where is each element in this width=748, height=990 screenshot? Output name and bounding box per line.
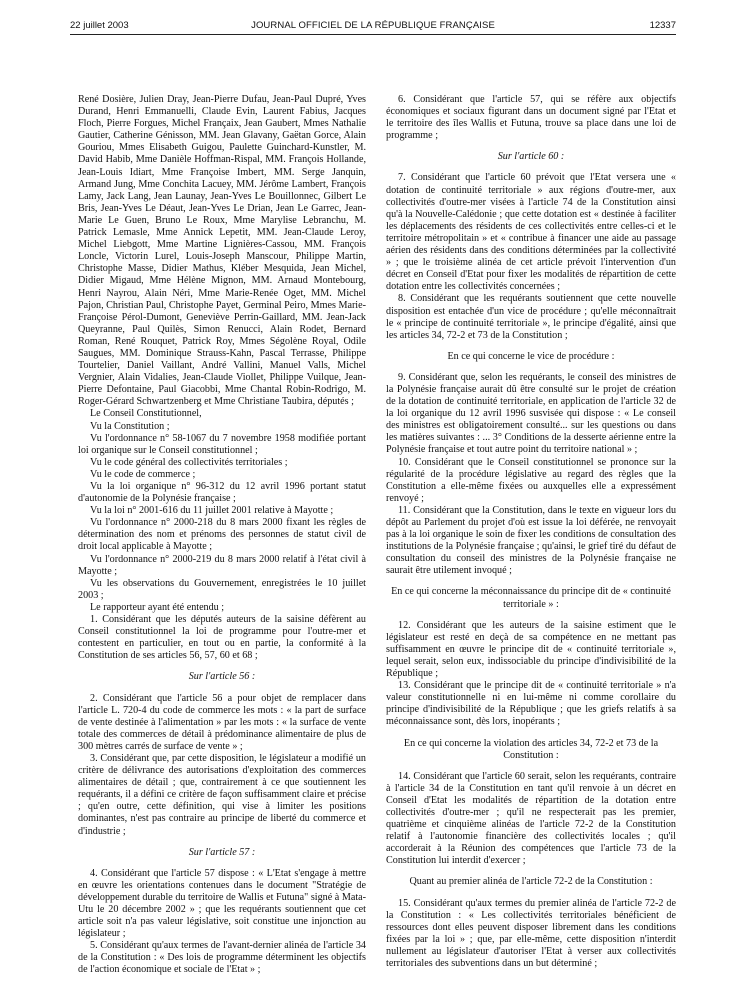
section-heading: En ce qui concerne le vice de procédure : <box>447 350 615 362</box>
paragraph: Vu la loi organique n° 96-312 du 12 avril 1996 portant statut d'autonomie de la Polynésie française ; <box>78 481 366 505</box>
article-heading: Sur l'article 57 : <box>188 846 256 858</box>
section-heading: En ce qui concerne la violation des articles 34, 72-2 et 73 de la Constitution : <box>403 737 659 761</box>
paragraph: 7. Considérant que l'article 60 prévoit que l'Etat versera une « dotation de continuité territoriale » aux régions d'outre-mer, aux collectivités d'outre-mer visées à l'article 74 de la Constitution ainsi qu'à la Nouvelle-Calédonie ; que cette dotation est « destinée à faciliter les déplacements des résidents de ces collectivités entre celles-ci et le territoire métropolitain » et « contribue à financer une aide au passage aérien des résidents dans des conditions déterminées par la collectivité » ; que le troisième alinéa de cet article prévoit l'intervention d'un décret en Conseil d'Etat pour fixer les modalités de répartition de cette dotation entre les collectivités concernées ; <box>386 172 676 293</box>
paragraph: Vu la loi n° 2001-616 du 11 juillet 2001 relative à Mayotte ; <box>90 505 334 517</box>
paragraph: 11. Considérant que la Constitution, dans le texte en vigueur lors du dépôt au Parlement du projet d'où est issue la loi déférée, ne renvoyait pas à la loi organique le soin de fixer les conditions de consultation des institutions de la Polynésie française ; qu'ainsi, le grief tiré du défaut de consultation du conseil des ministres de la Polynésie française ne saurait être utilement invoqué ; <box>386 504 676 577</box>
paragraph: 3. Considérant que, par cette disposition, le législateur a modifié un critère de délivrance des autorisations d'exploitation des commerces alimentaires de détail ; que, contrairement à ce que soutiennent les requérants, il a défini ce critère de façon suffisamment claire et précise ; qu'en outre, cette définition, qui vise à limiter les positions dominantes, n'est pas contraire au principe de liberté du commerce et d'industrie ; <box>78 752 366 837</box>
right-column <box>386 94 676 970</box>
page-number: 12337 <box>649 20 676 31</box>
paragraph: 5. Considérant qu'aux termes de l'avant-dernier alinéa de l'article 34 de la Constitution : « Des lois de programme déterminent les objectifs de l'action économique et sociale de l'Etat » ; <box>78 940 366 976</box>
paragraph: Vu les observations du Gouvernement, enregistrées le 10 juillet 2003 ; <box>78 577 366 601</box>
journal-title: JOURNAL OFFICIEL DE LA RÉPUBLIQUE FRANÇAISE <box>251 20 495 31</box>
issue-date: 22 juillet 2003 <box>70 20 129 31</box>
paragraph: 1. Considérant que les députés auteurs de la saisine défèrent au Conseil constitutionnel la loi de programme pour l'outre-mer et contestent en particulier, en tout ou en partie, la conformité à la Constitution de ses articles 56, 57, 60 et 68 ; <box>78 614 366 662</box>
paragraph: 2. Considérant que l'article 56 a pour objet de remplacer dans l'article L. 720-4 du code de commerce les mots : « la part de surface de vente destinée à l'alimentation » par les mots : « la surface de vente totale des commerces de détail à prédominance alimentaire de plus de 300 mètres carrés de surface de vente » ; <box>78 692 366 752</box>
paragraph: 6. Considérant que l'article 57, qui se réfère aux objectifs économiques et sociaux figurant dans un document signé par l'Etat et le territoire des îles Wallis et Futuna, trouve sa place dans une loi de programme ; <box>386 94 676 142</box>
paragraph: Le Conseil Constitutionnel, <box>90 408 202 420</box>
section-heading: Quant au premier alinéa de l'article 72-2 de la Constitution : <box>409 876 653 888</box>
header-rule <box>70 34 676 35</box>
paragraph: 4. Considérant que l'article 57 dispose : « L'Etat s'engage à mettre en œuvre les orientations contenues dans le document "Stratégie de développement durable du territoire de Wallis et Futuna" signé à Mata-Utu le 20 décembre 2002 » ; que les requérants soutiennent que cet article soit n'a pas valeur législative, soit constitue une injonction au législateur ; <box>78 867 366 940</box>
paragraph: Vu la Constitution ; <box>90 420 170 432</box>
paragraph: 15. Considérant qu'aux termes du premier alinéa de l'article 72-2 de la Constitution : « Les collectivités territoriales bénéficient de ressources dont elles peuvent disposer librement dans les conditions fixées par la loi » ; que, par elle-même, cette disposition n'interdit nullement au législateur d'autoriser l'Etat à verser aux collectivités territoriales des subventions dans un but déterminé ; <box>386 897 676 969</box>
paragraph: 12. Considérant que les auteurs de la saisine estiment que le législateur est resté en deçà de sa compétence en ne mettant pas suffisamment en œuvre le principe dit de « continuité territoriale », lequel serait, selon eux, indissociable du principe d'indivisibilité de la République ; <box>386 619 676 680</box>
left-column <box>78 94 366 977</box>
section-heading: En ce qui concerne la méconnaissance du principe dit de « continuité territoriale » : <box>391 586 671 610</box>
paragraph: Vu le code de commerce ; <box>90 468 196 480</box>
paragraph: Vu l'ordonnance n° 2000-219 du 8 mars 2000 relatif à l'état civil à Mayotte ; <box>78 553 366 577</box>
article-heading: Sur l'article 56 : <box>188 671 256 683</box>
paragraph: 9. Considérant que, selon les requérants, le conseil des ministres de la Polynésie française aurait dû être consulté sur le projet de création de la dotation de continuité territoriale, en application de l'article 32 de la loi organique du 12 avril 1996 susvisée qui dispose : « Le conseil des ministres est obligatoirement consulté... sur les questions ou dans les matières suivantes : ... 3° Conditions de la desserte aérienne entre la Polynésie française et tout autre point du territoire national » ; <box>386 371 676 456</box>
paragraph: 13. Considérant que le principe dit de « continuité territoriale » n'a valeur constitutionnelle ni en lui-même ni comme corollaire du principe d'indivisibilité de la République ; que les griefs relatifs à sa méconnaissance sont, dès lors, inopérants ; <box>386 680 676 728</box>
paragraph: 14. Considérant que l'article 60 serait, selon les requérants, contraire à l'article 34 de la Constitution en tant qu'il renvoie à un décret en Conseil d'Etat les modalités de répartition de la dotation entre collectivités d'outre-mer ; qu'il ne respecterait pas les premier, quatrième et cinquième alinéas de l'article 72-2 de la Constitution relatif à l'autonomie financière des collectivités locales ; qu'il accorderait à la Réunion des compétences que l'article 73 de la Constitution lui interdit d'exercer ; <box>386 770 676 867</box>
paragraph: 8. Considérant que les requérants soutiennent que cette nouvelle disposition est entachée d'un vice de procédure ; qu'elle méconnaîtrait le « principe de continuité territoriale », le principe d'égalité, ainsi que les articles 34, 72-2 et 73 de la Constitution ; <box>386 293 676 341</box>
paragraph: Le rapporteur ayant été entendu ; <box>90 601 225 613</box>
paragraph: Vu l'ordonnance n° 2000-218 du 8 mars 2000 fixant les règles de détermination des nom et prénoms des personnes de statut civil de droit local applicable à Mayotte ; <box>78 517 366 553</box>
paragraph: 10. Considérant que le Conseil constitutionnel se prononce sur la régularité de la procédure législative au regard des règles que la Constitution a elle-même fixées ou auxquelles elle a expressément renvoyé ; <box>386 456 676 504</box>
paragraph: Vu l'ordonnance n° 58-1067 du 7 novembre 1958 modifiée portant loi organique sur le Conseil constitutionnel ; <box>78 432 366 456</box>
paragraph: René Dosière, Julien Dray, Jean-Pierre Dufau, Jean-Paul Dupré, Yves Durand, Henri Emmanuelli, Claude Evin, Laurent Fabius, Jacques Floch, Pierre Forgues, Michel Françaix, Jean Gaubert, Mmes Nathalie Gautier, Catherine Génisson, MM. Jean Glavany, Gaëtan Gorce, Alain Gouriou, Mmes Elisabeth Guigou, Paulette Guinchard-Kunstler, M. David Habib, Mme Danièle Hoffman-Rispal, MM. François Hollande, Jean-Louis Idiart, Mme Françoise Imbert, MM. Serge Janquin, Armand Jung, Mme Conchita Lacuey, MM. Jérôme Lambert, François Lamy, Jack Lang, Jean Launay, Jean-Yves Le Bouillonnec, Gilbert Le Bris, Jean-Yves Le Déaut, Jean-Yves Le Drian, Jean Le Garrec, Jean-Marie Le Guen, Bruno Le Roux, Mme Marylise Lebranchu, M. Patrick Lemasle, Mme Annick Lepetit, MM. Jean-Claude Leroy, Michel Liebgott, Mme Martine Lignières-Cassou, MM. François Loncle, Victorin Lurel, Louis-Joseph Manscour, Philippe Martin, Christophe Masse, Didier Mathus, Kléber Mesquida, Jean Michel, Didier Migaud, Mme Hélène Mignon, MM. Arnaud Montebourg, Henri Nayrou, Alain Néri, Mme Marie-Renée Oget, MM. Michel Pajon, Christian Paul, Christophe Payet, Germinal Peiro, Mmes Marie-Françoise Pérol-Dumont, Geneviève Perrin-Gaillard, MM. Jean-Jack Queyranne, Paul Quilès, Simon Renucci, Alain Rodet, Bernard Roman, René Rouquet, Patrick Roy, Mmes Ségolène Royal, Odile Saugues, MM. Dominique Strauss-Kahn, Pascal Terrasse, Philippe Tourtelier, Daniel Vaillant, André Vallini, Manuel Valls, Michel Vergnier, Alain Vidalies, Jean-Claude Viollet, Philippe Vuilque, Jean-Pierre Defontaine, Paul Giacobbi, Mme Chantal Robin-Rodrigo, M. Roger-Gérard Schwartzenberg et Mme Christiane Taubira, députés ; <box>78 94 366 408</box>
article-heading: Sur l'article 60 : <box>497 151 565 163</box>
paragraph: Vu le code général des collectivités territoriales ; <box>90 456 288 468</box>
